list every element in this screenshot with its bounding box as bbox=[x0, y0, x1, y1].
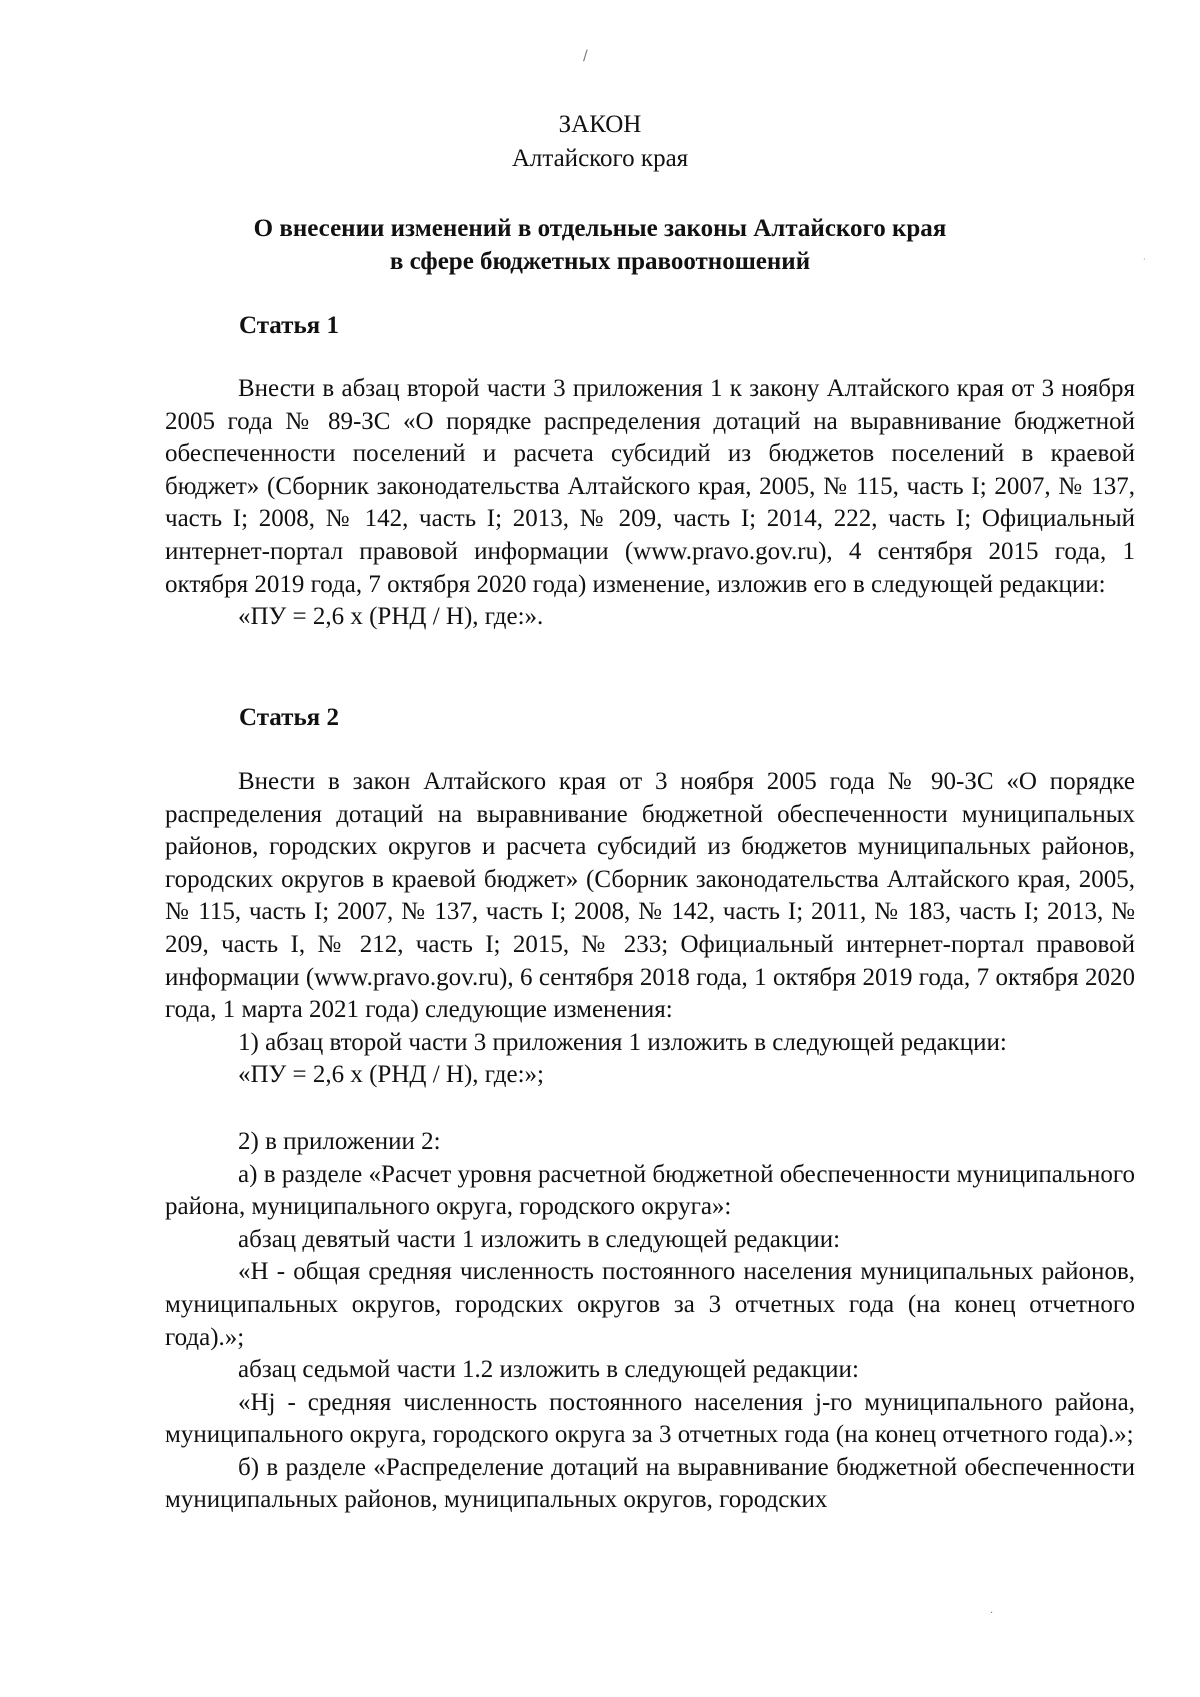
document-title-line-1: О внесении изменений в отдельные законы Алтайского края bbox=[253, 215, 947, 242]
stray-mark-right: · bbox=[1143, 255, 1146, 264]
article-1-body bbox=[165, 373, 1135, 634]
article-2-paragraph: Внести в закон Алтайского края от 3 ноября 2005 года № 90-ЗС «О порядке распределения дотаций на выравнивание бюджетной обеспеченности муниципальных районов, городских округов и расчета субсидий из бюджетов муниципальных районов, городских округов в краевой бюджет» (Сборник законодательства Алтайского края, 2005, № 115, часть I; 2007, № 137, часть I; 2008, № 142, часть I; 2011, № 183, часть I; 2013, № 209, часть I, № 212, часть I; 2015, № 233; Официальный интернет-портал правовой информации (www.pravo.gov.ru), 6 сентября 2018 года, 1 октября 2019 года, 7 октября 2020 года, 1 марта 2021 года) следующие изменения: bbox=[165, 768, 1135, 1024]
article-2-paragraph: «Нj - средняя численность постоянного населения j-го муниципального района, муниципального округа, городского округа за 3 отчетных года (на конец отчетного года).»; bbox=[165, 1388, 1135, 1449]
article-1-paragraph: Внести в абзац второй части 3 приложения 1 к закону Алтайского края от 3 ноября 2005 года № 89-ЗС «О порядке распределения дотаций на выравнивание бюджетной обеспеченности поселений и расчета субсидий из бюджетов поселений в краевой бюджет» (Сборник законодательства Алтайского края, 2005, № 115, часть I; 2007, № 137, часть I; 2008, № 142, часть I; 2013, № 209, часть I; 2014, 222, часть I; Официальный интернет-портал правовой информации (www.pravo.gov.ru), 4 сентября 2015 года, 1 октября 2019 года, 7 октября 2020 года) изменение, изложив его в следующей редакции: bbox=[165, 375, 1135, 598]
article-2-paragraph: абзац девятый части 1 изложить в следующей редакции: bbox=[238, 1225, 841, 1253]
stray-mark-bottom: · bbox=[990, 1608, 994, 1619]
article-2-paragraph: 2) в приложении 2: bbox=[238, 1127, 441, 1155]
document-type: ЗАКОН bbox=[558, 111, 642, 138]
article-2-paragraph: а) в разделе «Расчет уровня расчетной бюджетной обеспеченности муниципального района, муниципального округа, городского округа»: bbox=[165, 1160, 1135, 1221]
stray-mark-top: / bbox=[583, 48, 588, 64]
article-2-paragraph: б) в разделе «Распределение дотаций на выравнивание бюджетной обеспеченности муниципальных районов, муниципальных округов, городских bbox=[165, 1453, 1135, 1514]
document-title bbox=[0, 212, 1200, 278]
article-1-formula: «ПУ = 2,6 х (РНД / Н), где:». bbox=[238, 603, 544, 631]
article-2-paragraph: «Н - общая средняя численность постоянного населения муниципальных районов, муниципальных округов, городских округов за 3 отчетных года (на конец отчетного года).»; bbox=[165, 1258, 1135, 1351]
article-2-paragraph: абзац седьмой части 1.2 изложить в следующей редакции: bbox=[238, 1356, 859, 1384]
article-2-heading: Статья 2 bbox=[239, 704, 339, 731]
document-title-line-2: в сфере бюджетных правоотношений bbox=[389, 248, 811, 275]
document-region: Алтайского края bbox=[511, 145, 689, 172]
article-2-formula: «ПУ = 2,6 х (РНД / Н), где:»; bbox=[238, 1061, 544, 1089]
article-2-body bbox=[165, 766, 1135, 1517]
article-2-paragraph: 1) абзац второй части 3 приложения 1 изложить в следующей редакции: bbox=[238, 1028, 1007, 1056]
article-1-heading: Статья 1 bbox=[239, 312, 339, 339]
